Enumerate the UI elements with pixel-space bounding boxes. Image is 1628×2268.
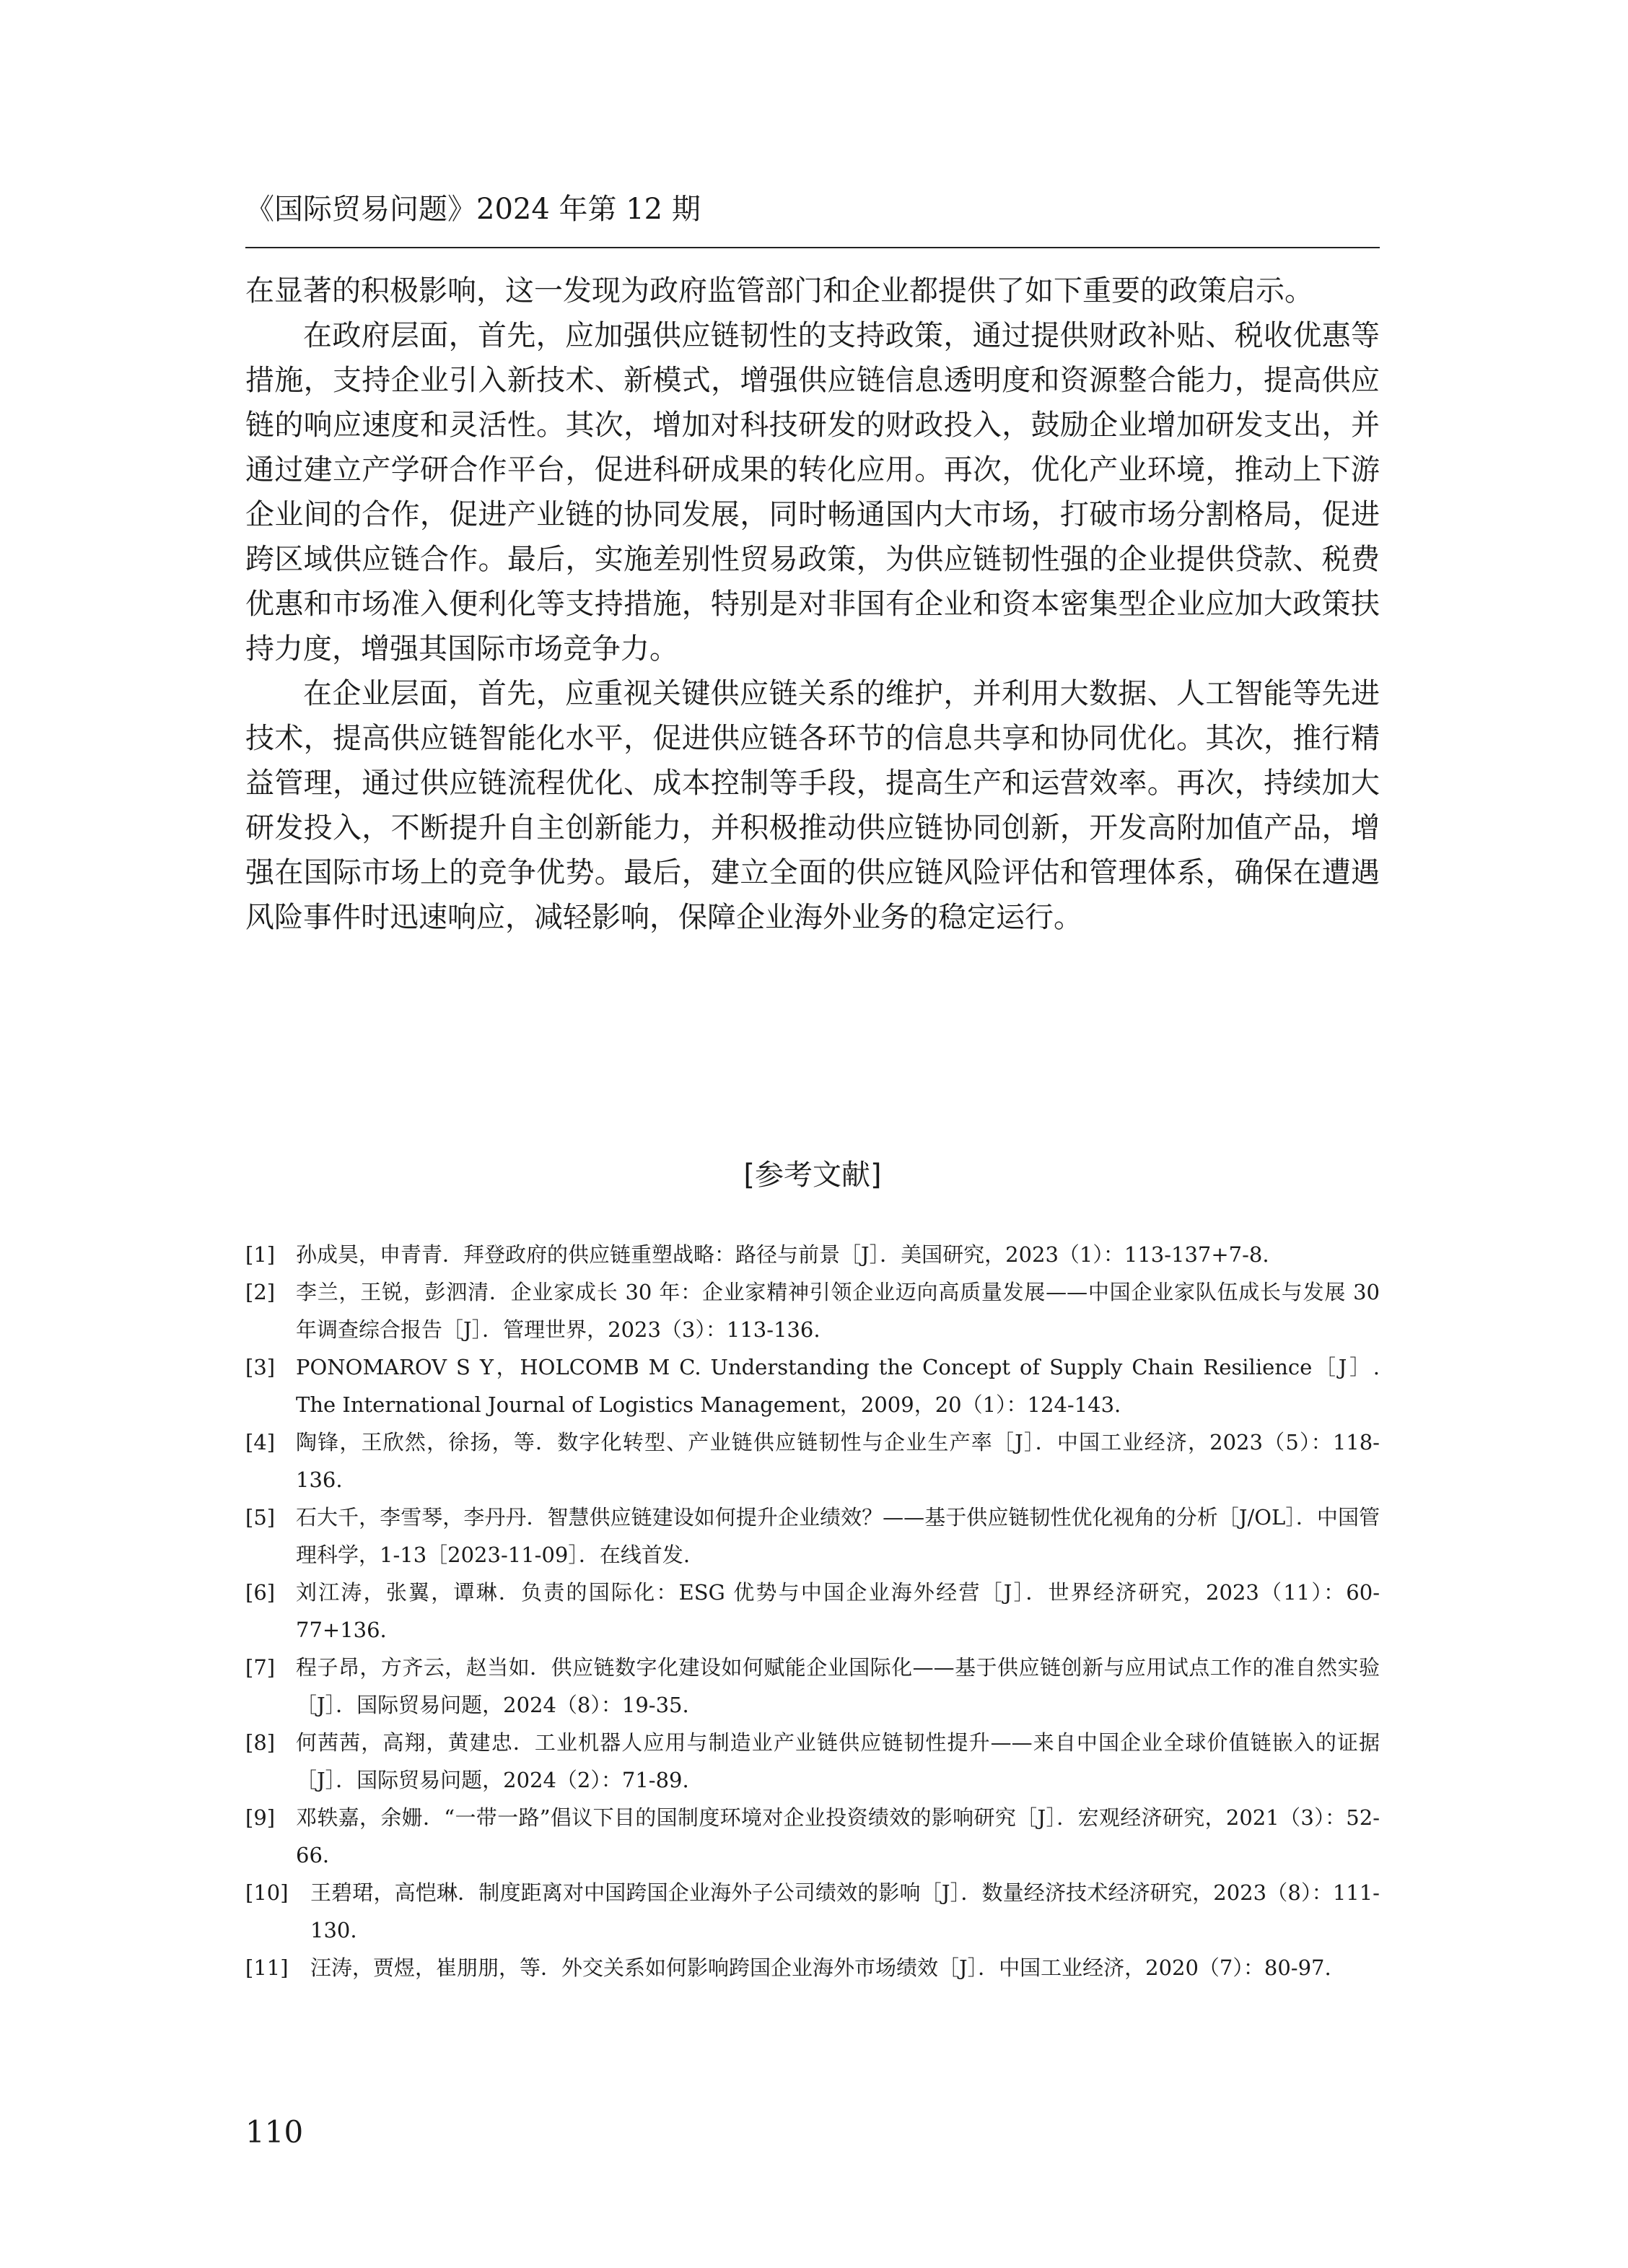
reference-item <box>245 1724 1380 1799</box>
reference-number: [11] <box>245 1955 289 1980</box>
references-heading: [参考文献] <box>743 1159 882 1192</box>
reference-item <box>245 1799 1380 1874</box>
reference-number: [3] <box>245 1355 276 1379</box>
body-text <box>245 269 1380 940</box>
paragraph: 在政府层面，首先，应加强供应链韧性的支持政策，通过提供财政补贴、税收优惠等措施，支持企业引入新技术、新模式，增强供应链信息透明度和资源整合能力，提高供应链的响应速度和灵活性。其次，增加对科技研发的财政投入，鼓励企业增加研发支出，并通过建立产学研合作平台，促进科研成果的转化应用。再次，优化产业环境，推动上下游企业间的合作，促进产业链的协同发展，同时畅通国内大市场，打破市场分割格局，促进跨区域供应链合作。最后，实施差别性贸易政策，为供应链韧性强的企业提供贷款、税费优惠和市场准入便利化等支持措施，特别是对非国有企业和资本密集型企业应加大政策扶持力度，增强其国际市场竞争力。 <box>245 319 1380 666</box>
paragraph: 在企业层面，首先，应重视关键供应链关系的维护，并利用大数据、人工智能等先进技术，提高供应链智能化水平，促进供应链各环节的信息共享和协同优化。其次，推行精益管理，通过供应链流程优化、成本控制等手段，提高生产和运营效率。再次，持续加大研发投入，不断提升自主创新能力，并积极推动供应链协同创新，开发高附加值产品，增强在国际市场上的竞争优势。最后，建立全面的供应链风险评估和管理体系，确保在遭遇风险事件时迅速响应，减轻影响，保障企业海外业务的稳定运行。 <box>245 677 1380 934</box>
reference-text: 邓轶嘉，余姗．“一带一路”倡议下目的国制度环境对企业投资绩效的影响研究［J］．宏观经济研究，2021（3）：52-66. <box>296 1805 1380 1867</box>
reference-list <box>245 1236 1380 1986</box>
reference-text: 刘江涛，张翼，谭琳．负责的国际化：ESG 优势与中国企业海外经营［J］．世界经济研究，2023（11）：60-77+136. <box>296 1580 1380 1642</box>
reference-number: [4] <box>245 1430 276 1454</box>
reference-text: 陶锋，王欣然，徐扬，等．数字化转型、产业链供应链韧性与企业生产率［J］．中国工业经济，2023（5）：118-136. <box>296 1430 1380 1492</box>
page-number: 110 <box>245 2114 304 2150</box>
reference-text: PONOMAROV S Y，HOLCOMB M C. Understanding the Concept of Supply Chain Resilience［J］. The International Journal of Logistics Management，2009，20（1）：124-143. <box>296 1355 1380 1417</box>
reference-text: 李兰，王锐，彭泗清．企业家成长 30 年：企业家精神引领企业迈向高质量发展——中国企业家队伍成长与发展 30 年调查综合报告［J］．管理世界，2023（3）：113-136. <box>296 1280 1380 1342</box>
reference-text: 汪涛，贾煜，崔朋朋，等．外交关系如何影响跨国企业海外市场绩效［J］．中国工业经济，2020（7）：80-97. <box>310 1955 1331 1980</box>
reference-item <box>245 1348 1380 1423</box>
reference-number: [5] <box>245 1505 276 1530</box>
reference-item <box>245 1423 1380 1499</box>
reference-text: 石大千，李雪琴，李丹丹．智慧供应链建设如何提升企业绩效？——基于供应链韧性优化视角的分析［J/OL］．中国管理科学，1-13［2023-11-09］．在线首发. <box>296 1505 1380 1567</box>
reference-number: [6] <box>245 1580 276 1605</box>
reference-text: 孙成昊，申青青．拜登政府的供应链重塑战略：路径与前景［J］．美国研究，2023（1）：113-137+7-8. <box>296 1242 1269 1267</box>
reference-item <box>245 1273 1380 1348</box>
reference-item <box>245 1574 1380 1649</box>
reference-number: [9] <box>245 1805 276 1830</box>
reference-text: 王碧珺，高恺琳．制度距离对中国跨国企业海外子公司绩效的影响［J］．数量经济技术经济研究，2023（8）：111-130. <box>310 1880 1380 1942</box>
paragraph: 在显著的积极影响，这一发现为政府监管部门和企业都提供了如下重要的政策启示。 <box>245 274 1313 308</box>
running-header: 《国际贸易问题》2024 年第 12 期 <box>245 193 701 226</box>
reference-item <box>245 1874 1380 1949</box>
reference-text: 程子昂，方齐云，赵当如．供应链数字化建设如何赋能企业国际化——基于供应链创新与应用试点工作的准自然实验［J］．国际贸易问题，2024（8）：19-35. <box>296 1655 1380 1717</box>
reference-number: [8] <box>245 1730 276 1755</box>
reference-item <box>245 1649 1380 1724</box>
reference-item <box>245 1236 1380 1273</box>
reference-number: [2] <box>245 1280 276 1304</box>
reference-text: 何茜茜，高翔，黄建忠．工业机器人应用与制造业产业链供应链韧性提升——来自中国企业全球价值链嵌入的证据［J］．国际贸易问题，2024（2）：71-89. <box>296 1730 1380 1792</box>
reference-number: [10] <box>245 1880 289 1905</box>
reference-number: [7] <box>245 1655 276 1680</box>
header-rule <box>245 247 1380 248</box>
reference-item <box>245 1949 1380 1986</box>
reference-number: [1] <box>245 1242 276 1267</box>
reference-item <box>245 1499 1380 1574</box>
